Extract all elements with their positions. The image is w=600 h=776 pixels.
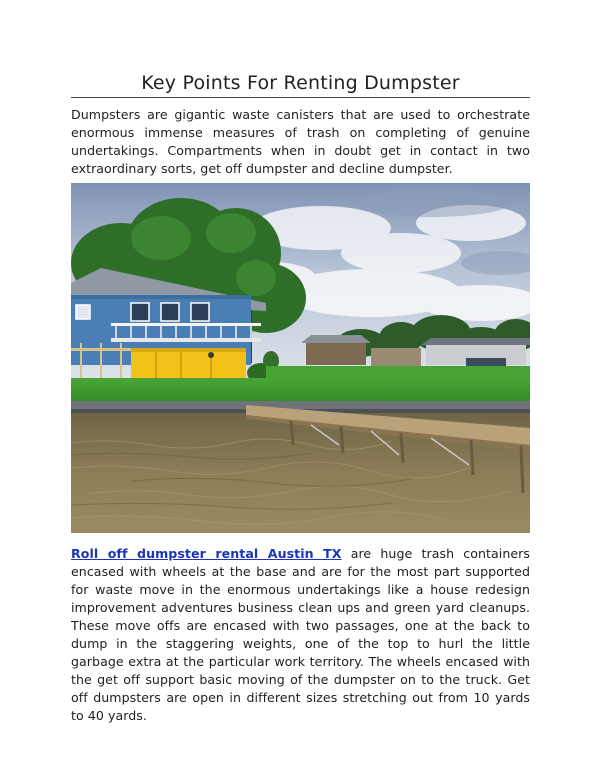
body-text: are huge trash containers encased with wheels at the base and are for the most part supported for waste move in the enormous undertakings like a house redesign improvement adventures business clean ups and green yard cleanups. These move offs are encased with two passages, one at the back to dump in the staggering weights, one of the top to hurl the little garbage extra at the particular work territory. The wheels encased with the get off support basic moving of the dumpster on to the truck. Get off dumpsters are open in different sizes stretching out from 10 yards to 40 yards. (71, 546, 530, 723)
intro-paragraph: Dumpsters are gigantic waste canisters that are used to orchestrate enormous immense measures of trash on completing of genuine undertakings. Compartments when in doubt get in contact in two extraordinary sorts, get off dumpster and decline dumpster. (71, 107, 530, 176)
title-divider (71, 97, 530, 98)
lakeside-dumpster-photo (71, 183, 530, 533)
dumpster-rental-link[interactable]: Roll off dumpster rental Austin TX (71, 546, 342, 561)
body-paragraph (71, 545, 530, 725)
page-title: Key Points For Renting Dumpster (141, 72, 460, 94)
